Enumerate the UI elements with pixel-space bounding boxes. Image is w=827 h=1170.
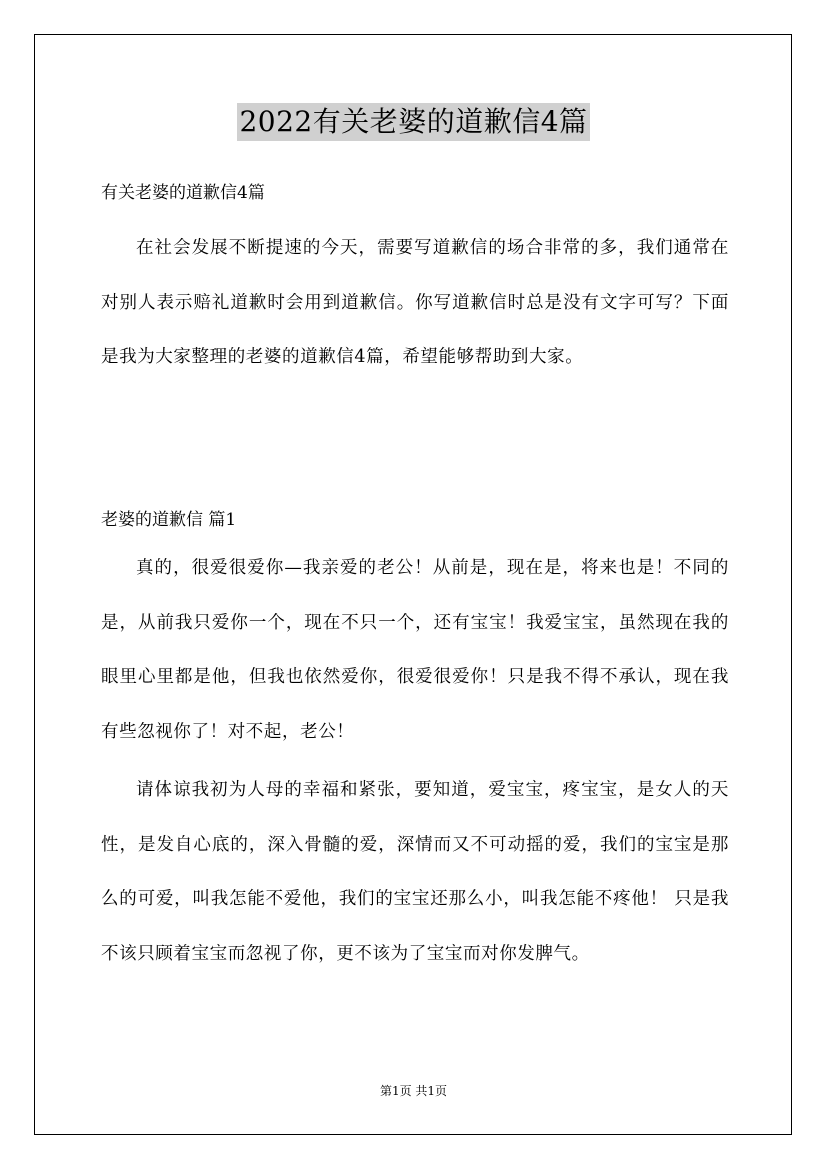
document-subtitle: 有关老婆的道歉信4篇 — [101, 183, 265, 203]
title-container — [0, 103, 827, 141]
body-paragraph-1: 真的，很爱很爱你—我亲爱的老公！从前是，现在是，将来也是！不同的是，从前我只爱你一个，现在不只一个，还有宝宝！我爱宝宝，虽然现在我的眼里心里都是他，但我也依然爱你，很爱很爱你！只是我不得不承认，现在我有些忽视你了！对不起，老公！ — [101, 558, 729, 742]
body-paragraph-2: 请体谅我初为人母的幸福和紧张，要知道，爱宝宝，疼宝宝，是女人的天性，是发自心底的，深入骨髓的爱，深情而又不可动摇的爱，我们的宝宝是那么的可爱，叫我怎能不爱他，我们的宝宝还那么小，叫我怎能不疼他！ 只是我不该只顾着宝宝而忽视了你，更不该为了宝宝而对你发脾气。 — [101, 780, 729, 964]
intro-paragraph: 在社会发展不断提速的今天，需要写道歉信的场合非常的多，我们通常在对别人表示赔礼道歉时会用到道歉信。你写道歉信时总是没有文字可写？下面是我为大家整理的老婆的道歉信4篇，希望能够帮助到大家。 — [101, 238, 729, 368]
section-heading: 老婆的道歉信 篇1 — [101, 510, 237, 530]
page-footer: 第1页 共1页 — [379, 1084, 448, 1098]
document-title: 2022有关老婆的道歉信4篇 — [237, 103, 589, 141]
